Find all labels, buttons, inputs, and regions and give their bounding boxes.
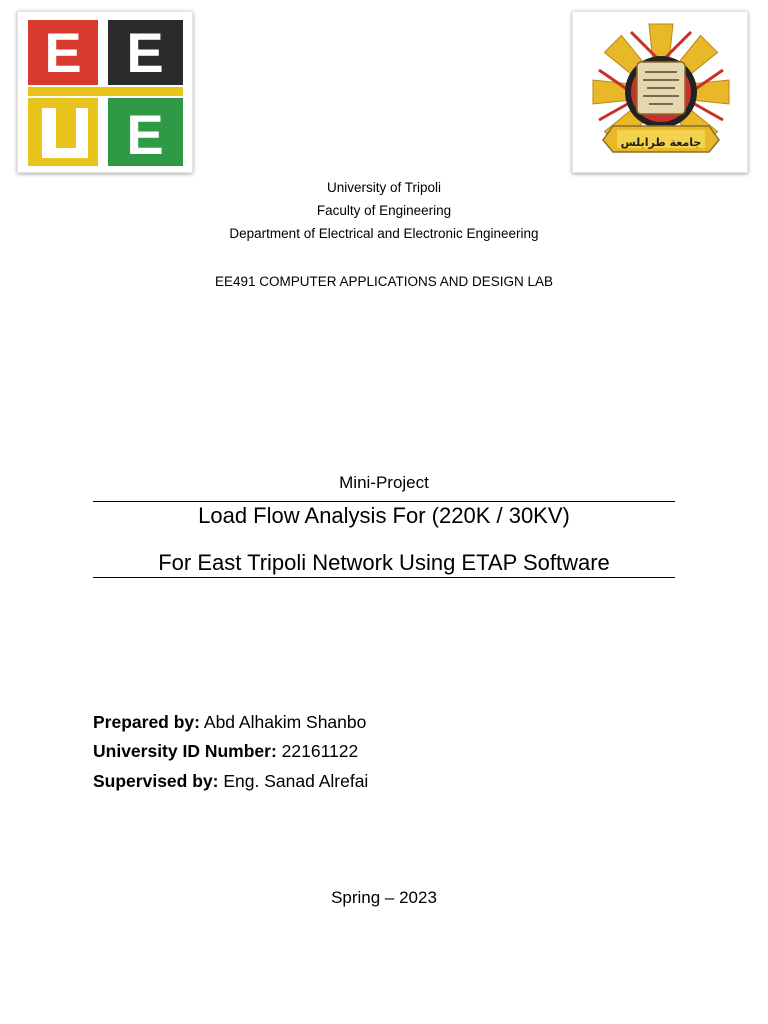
- university-id-label: University ID Number:: [93, 741, 277, 761]
- eee-logo-graphic: [18, 12, 194, 174]
- term-date: Spring – 2023: [331, 888, 437, 907]
- faculty-name: Faculty of Engineering: [316, 203, 452, 218]
- university-of-tripoli-emblem: [572, 11, 748, 173]
- project-kicker: Mini-Project: [339, 473, 429, 492]
- prepared-by-value: Abd Alhakim Shanbo: [203, 712, 367, 732]
- university-id-line: [93, 741, 358, 762]
- project-title-line1: Load Flow Analysis For (220K / 30KV): [198, 503, 570, 528]
- emblem-banner-text: جامعة طرابلس: [620, 136, 702, 149]
- supervised-by-label: Supervised by:: [93, 771, 219, 791]
- prepared-by-label: Prepared by:: [93, 712, 200, 732]
- emblem-graphic: [573, 12, 749, 174]
- title-bottom-rule: [93, 577, 675, 578]
- project-title-line2: For East Tripoli Network Using ETAP Software: [158, 550, 610, 575]
- svg-text:E: E: [126, 21, 164, 84]
- title-top-rule: [93, 501, 675, 502]
- supervised-by-value: Eng. Sanad Alrefai: [223, 771, 369, 791]
- university-id-value: 22161122: [281, 741, 359, 761]
- svg-text:E: E: [126, 103, 164, 166]
- supervised-by-line: [93, 771, 368, 792]
- course-title: EE491 COMPUTER APPLICATIONS AND DESIGN LAB: [214, 274, 554, 289]
- svg-text:E: E: [44, 21, 82, 84]
- prepared-by-line: [93, 712, 366, 733]
- eee-department-logo: [17, 11, 193, 173]
- university-name: University of Tripoli: [326, 180, 442, 195]
- department-name: Department of Electrical and Electronic Engineering: [229, 226, 539, 241]
